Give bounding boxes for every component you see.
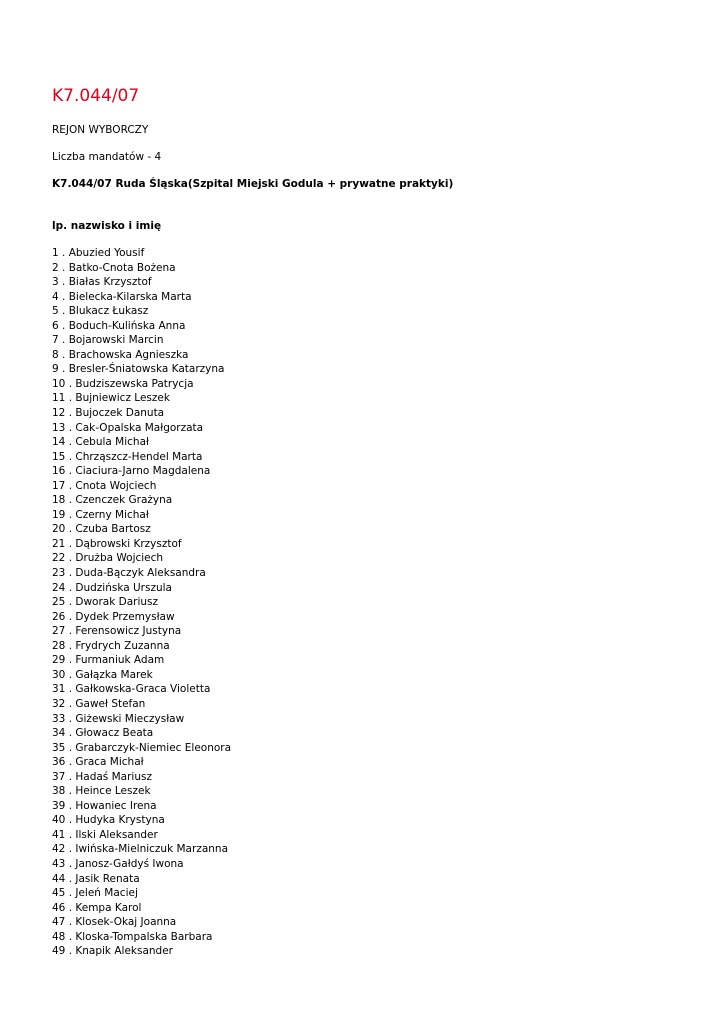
candidate-item: 47 . Klosek-Okaj Joanna	[52, 916, 177, 929]
candidate-item: 49 . Knapik Aleksander	[52, 945, 173, 958]
candidate-item: 41 . Ilski Aleksander	[52, 828, 158, 841]
candidate-item: 27 . Ferensowicz Justyna	[52, 625, 182, 638]
candidate-item: 1 . Abuzied Yousif	[52, 247, 145, 259]
candidate-item: 10 . Budziszewska Patrycja	[52, 377, 194, 390]
candidate-item: 2 . Batko-Cnota Bożena	[52, 261, 176, 274]
candidate-item: 6 . Boduch-Kulińska Anna	[52, 319, 186, 332]
candidate-item: 45 . Jeleń Maciej	[52, 887, 138, 900]
candidate-item: 34 . Głowacz Beata	[52, 727, 154, 740]
candidate-item: 19 . Czerny Michał	[52, 508, 149, 521]
candidate-item: 48 . Kloska-Tompalska Barbara	[52, 930, 213, 943]
candidate-item: 40 . Hudyka Krystyna	[52, 814, 165, 827]
candidate-item: 26 . Dydek Przemysław	[52, 610, 175, 623]
candidate-item: 30 . Gałązka Marek	[52, 668, 153, 681]
candidate-item: 22 . Drużba Wojciech	[52, 552, 164, 565]
mandates-count: Liczba mandatów - 4	[52, 151, 162, 163]
candidate-item: 24 . Dudzińska Urszula	[52, 581, 172, 594]
candidate-list	[52, 246, 231, 959]
candidate-item: 31 . Gałkowska-Graca Violetta	[52, 683, 211, 696]
candidate-item: 37 . Hadaś Mariusz	[52, 770, 152, 783]
candidate-item: 14 . Cebula Michał	[52, 436, 149, 449]
list-header: lp. nazwisko i imię	[52, 220, 162, 232]
candidate-item: 42 . Iwińska-Mielniczuk Marzanna	[52, 843, 229, 856]
candidate-item: 29 . Furmaniuk Adam	[52, 654, 165, 667]
candidate-item: 39 . Howaniec Irena	[52, 799, 157, 812]
candidate-item: 44 . Jasik Renata	[52, 872, 140, 885]
region-label: REJON WYBORCZY	[52, 124, 149, 136]
candidate-item: 15 . Chrząszcz-Hendel Marta	[52, 450, 203, 463]
candidate-item: 17 . Cnota Wojciech	[52, 479, 157, 492]
district-code-title: K7.044/07	[52, 86, 140, 106]
candidate-item: 21 . Dąbrowski Krzysztof	[52, 537, 182, 550]
candidate-item: 5 . Blukacz Łukasz	[52, 305, 149, 318]
candidate-item: 13 . Cak-Opalska Małgorzata	[52, 421, 204, 434]
candidate-item: 23 . Duda-Bączyk Aleksandra	[52, 567, 206, 580]
candidate-item: 16 . Ciaciura-Jarno Magdalena	[52, 465, 211, 478]
candidate-item: 33 . Giżewski Mieczysław	[52, 712, 185, 725]
candidate-item: 7 . Bojarowski Marcin	[52, 334, 164, 347]
candidate-item: 8 . Brachowska Agnieszka	[52, 348, 189, 361]
candidate-item: 25 . Dworak Dariusz	[52, 596, 159, 609]
candidate-item: 12 . Bujoczek Danuta	[52, 407, 165, 420]
candidate-item: 28 . Frydrych Zuzanna	[52, 639, 170, 652]
candidate-item: 11 . Bujniewicz Leszek	[52, 392, 170, 405]
candidate-item: 38 . Heince Leszek	[52, 785, 151, 798]
candidate-item: 20 . Czuba Bartosz	[52, 523, 151, 536]
district-title: K7.044/07 Ruda Śląska(Szpital Miejski Godula + prywatne praktyki)	[52, 178, 454, 190]
candidate-item: 18 . Czenczek Grażyna	[52, 494, 173, 507]
candidate-item: 43 . Janosz-Gałdyś Iwona	[52, 857, 184, 870]
candidate-item: 4 . Bielecka-Kilarska Marta	[52, 290, 192, 303]
candidate-item: 35 . Grabarczyk-Niemiec Eleonora	[52, 741, 232, 754]
candidate-item: 9 . Bresler-Śniatowska Katarzyna	[52, 363, 225, 376]
candidate-item: 32 . Gaweł Stefan	[52, 697, 146, 710]
candidate-item: 3 . Białas Krzysztof	[52, 276, 152, 289]
candidate-item: 46 . Kempa Karol	[52, 901, 142, 914]
candidate-item: 36 . Graca Michał	[52, 756, 144, 769]
